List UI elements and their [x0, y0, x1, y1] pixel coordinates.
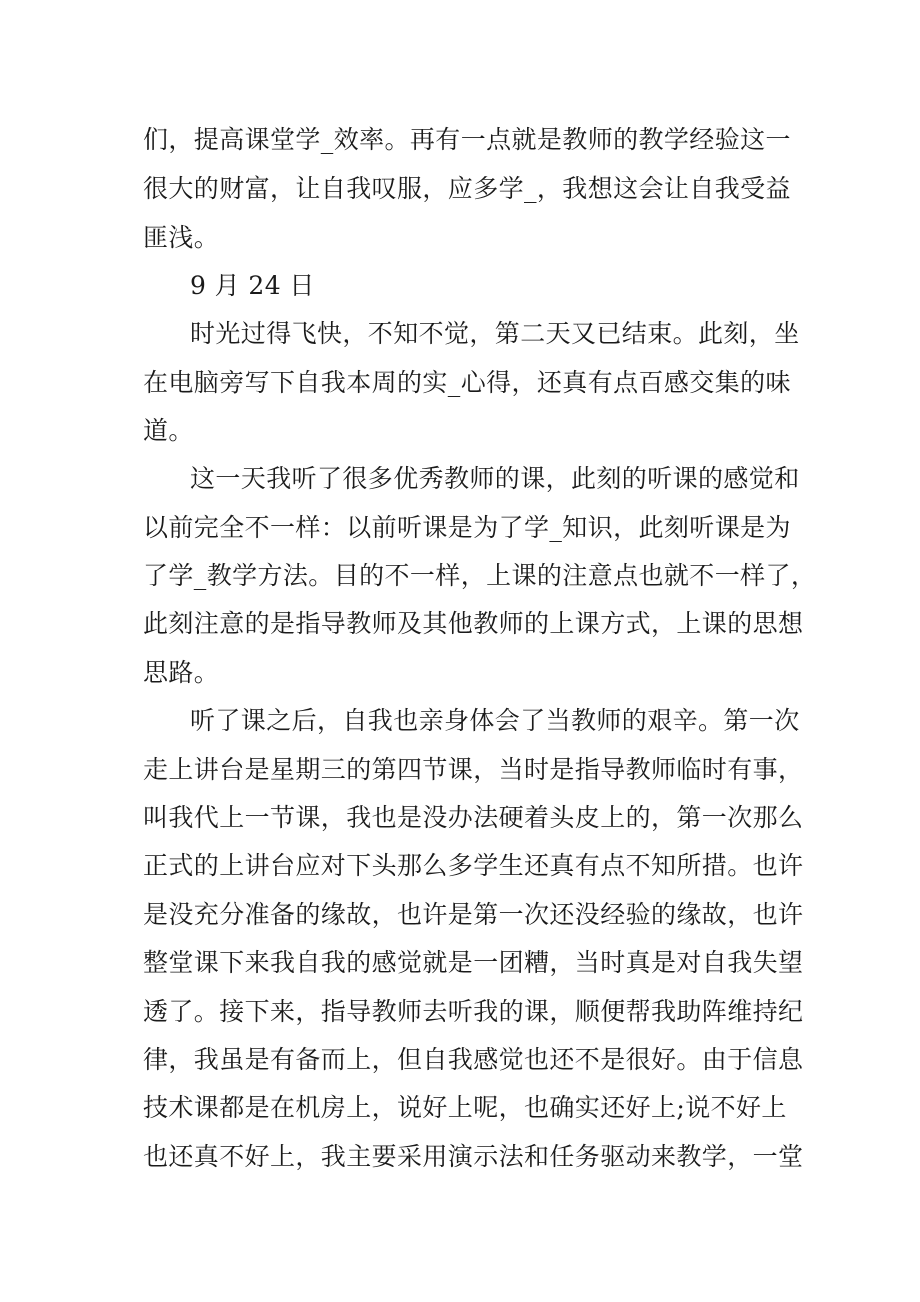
text-line: 技术课都是在机房上，说好上呢，也确实还好上;说不好上 — [143, 1093, 787, 1122]
text-line: 思路。 — [143, 658, 220, 687]
text-line: 匪浅。 — [143, 223, 220, 252]
date-heading: 9 月 24 日 — [190, 271, 315, 300]
text-line: 叫我代上一节课，我也是没办法硬着头皮上的，第一次那么 — [143, 803, 804, 832]
text-line: 在电脑旁写下自我本周的实_心得，还真有点百感交集的味 — [143, 368, 791, 397]
text-line: 是没充分准备的缘故，也许是第一次还没经验的缘故，也许 — [143, 900, 804, 929]
text-line: 正式的上讲台应对下头那么多学生还真有点不知所措。也许 — [143, 851, 804, 880]
text-line: 听了课之后，自我也亲身体会了当教师的艰辛。第一次 — [190, 706, 800, 735]
text-line: 整堂课下来我自我的感觉就是一团糟，当时真是对自我失望 — [143, 948, 804, 977]
text-line: 走上讲台是星期三的第四节课，当时是指导教师临时有事， — [143, 755, 804, 784]
text-line: 了学_教学方法。目的不一样，上课的注意点也就不一样了， — [143, 561, 817, 590]
text-line: 时光过得飞快，不知不觉，第二天又已结束。此刻，坐 — [190, 319, 800, 348]
text-line: 律，我虽是有备而上，但自我感觉也还不是很好。由于信息 — [143, 1045, 804, 1074]
text-line: 以前完全不一样：以前听课是为了学_知识，此刻听课是为 — [143, 513, 791, 542]
text-line: 这一天我听了很多优秀教师的课，此刻的听课的感觉和 — [190, 464, 800, 493]
text-line: 很大的财富，让自我叹服，应多学_，我想这会让自我受益 — [143, 174, 791, 203]
text-line: 也还真不好上，我主要采用演示法和任务驱动来教学，一堂 — [143, 1142, 804, 1171]
text-line: 透了。接下来，指导教师去听我的课，顺便帮我助阵维持纪 — [143, 997, 804, 1026]
text-line: 们，提高课堂学_效率。再有一点就是教师的教学经验这一 — [143, 125, 791, 154]
text-line: 道。 — [143, 416, 194, 445]
text-line: 此刻注意的是指导教师及其他教师的上课方式，上课的思想 — [143, 609, 804, 638]
